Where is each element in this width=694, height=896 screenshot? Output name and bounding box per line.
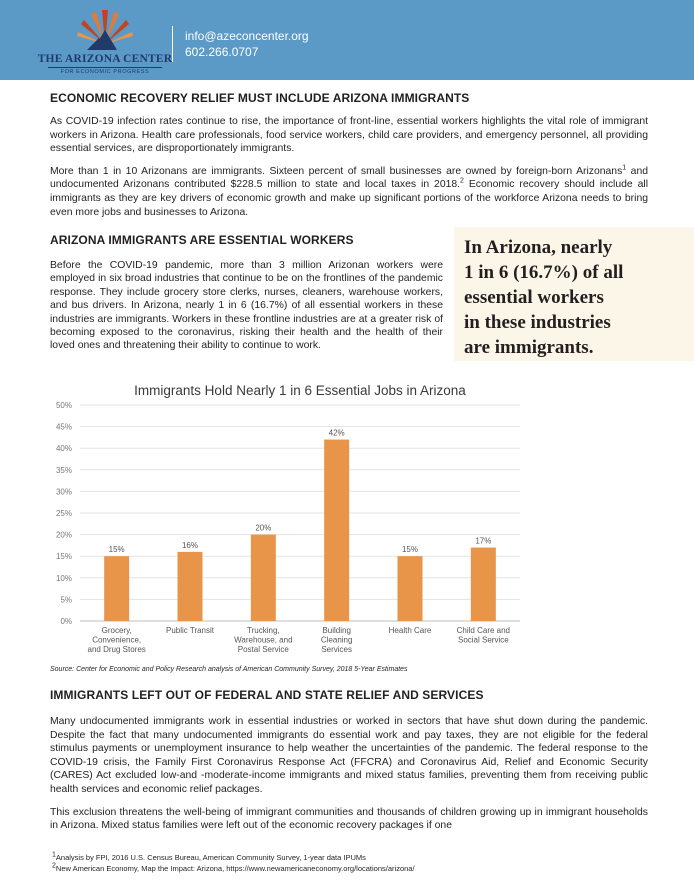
x-tick-label: Grocery, <box>101 626 132 635</box>
x-tick-label: Warehouse, and <box>234 635 293 645</box>
bar <box>324 440 349 621</box>
star-logo-icon <box>76 6 134 52</box>
x-tick-label: Child Care and <box>456 626 511 635</box>
data-label: 42% <box>328 428 345 438</box>
x-tick-label: Postal Service <box>237 645 289 654</box>
bar <box>471 548 496 621</box>
section-recovery-relief <box>50 91 648 219</box>
section-essential-workers <box>50 233 443 353</box>
logo-subtitle: FOR ECONOMIC PROGRESS <box>48 67 162 75</box>
y-tick-label: 40% <box>55 444 72 454</box>
x-tick-label: Trucking, <box>247 626 280 635</box>
x-tick-label: Convenience, <box>92 635 142 645</box>
header-banner <box>0 0 694 80</box>
y-tick-label: 25% <box>55 509 72 518</box>
chart-svg <box>50 378 520 668</box>
section-heading: IMMIGRANTS LEFT OUT OF FEDERAL AND STATE RELIEF AND SERVICES <box>50 688 484 702</box>
paragraph: Many undocumented immigrants work in essential industries or worked in sectors that have shut down during the pandemic. Despite the fact that many undocumented immigrants do essential work and pay taxes, they are not eligible for the federal stimulus payments or unemployment insurance to help weather the uncertainties of the pandemic. The federal response to the COVID-19 crisis, the Family First Coronavirus Response Act (FFCRA) and Coronavirus Aid, Relief and Economic Security (CARES) Act excluded low-and -moderate-income immigrants and mixed status families, preventing them from receiving public health services and economic relief packages. <box>50 716 648 795</box>
bar <box>104 556 129 621</box>
paragraph: As COVID-19 infection rates continue to rise, the importance of front-line, essential workers highlights the vital role of immigrant workers in Arizona. Health care professionals, food service workers, child care providers, and emergency personnel, all providing essential services, are disproportionately immigrants. <box>50 116 648 155</box>
x-tick-label: Health Care <box>388 626 432 635</box>
paragraph: Before the COVID-19 pandemic, more than 3 million Arizonan workers were employed in six broad industries that continue to be on the frontlines of the pandemic response. They include grocery store clerks, nurses, cleaners, warehouse workers, and bus drivers. In Arizona, nearly 1 in 6 (16.7%) of all essential workers in these industries are immigrants. Workers in these frontline industries are at a greater risk of becoming exposed to the coronavirus, risking their health and the health of their loved ones and threatening their ability to continue to work. <box>50 260 443 352</box>
x-tick-label: Services <box>321 645 353 654</box>
callout-line: essential workers <box>464 287 604 308</box>
callout-line: 1 in 6 (16.7%) of all <box>464 262 624 283</box>
paragraph: More than 1 in 10 Arizonans are immigrants. Sixteen percent of small businesses are owned by foreign-born Arizonans$^1$ and undocumented Arizonans contributed $228.5 million to state and local taxes in 2018.$^2$ Economic recovery should include all immigrants as they are key drivers of economic growth and make up significant portions of the workforce Arizona needs to bring even more jobs and businesses to Arizona. <box>50 164 649 218</box>
essential-jobs-bar-chart <box>50 378 520 668</box>
phone-number: 602.266.0707 <box>185 45 259 59</box>
x-tick-label: Public Transit <box>165 626 215 635</box>
callout-line: in these industries <box>464 312 611 333</box>
callout-box <box>454 227 694 361</box>
chart-title: Immigrants Hold Nearly 1 in 6 Essential Jobs in Arizona <box>134 383 466 398</box>
footnote-ref: 2 <box>460 177 464 185</box>
y-tick-label: 30% <box>55 487 72 497</box>
y-tick-label: 50% <box>55 401 72 410</box>
callout-line: In Arizona, nearly <box>464 237 613 258</box>
y-tick-label: 35% <box>55 465 72 475</box>
y-tick-label: 20% <box>55 530 72 540</box>
data-label: 17% <box>475 536 492 546</box>
arizona-center-logo <box>30 6 180 76</box>
footnote-2: $^2$New American Economy, Map the Impact: Arizona, https://www.newamericaneconomy.org/locations/arizona/ <box>52 862 415 873</box>
email-link[interactable]: info@azeconcenter.org <box>185 29 309 43</box>
header-divider <box>172 26 173 62</box>
data-label: 16% <box>181 540 199 550</box>
y-tick-label: 10% <box>55 573 72 583</box>
x-tick-label: Cleaning <box>320 635 353 645</box>
contact-block <box>185 28 309 60</box>
data-label: 15% <box>401 545 419 555</box>
data-label: 15% <box>108 545 125 555</box>
section-heading: ECONOMIC RECOVERY RELIEF MUST INCLUDE ARIZONA IMMIGRANTS <box>50 91 470 105</box>
callout-line: are immigrants. <box>464 337 594 358</box>
y-tick-label: 0% <box>60 617 72 626</box>
x-tick-label: and Drug Stores <box>87 645 146 654</box>
bar <box>251 535 276 621</box>
logo-title: THE ARIZONA CENTER <box>37 53 173 65</box>
y-tick-label: 5% <box>60 595 72 605</box>
data-label: 20% <box>255 523 272 533</box>
bar <box>398 556 423 621</box>
paragraph: This exclusion threatens the well-being of immigrant communities and thousands of children growing up in immigrant households in Arizona. Mixed status families were left out of the economic recovery packages if one <box>50 806 648 832</box>
y-tick-label: 15% <box>55 552 72 562</box>
footnote-ref: 1 <box>622 164 627 172</box>
y-tick-label: 45% <box>55 422 72 432</box>
x-tick-label: Social Service <box>457 635 509 645</box>
bar <box>178 552 203 621</box>
x-tick-label: Building <box>322 626 351 635</box>
footnote-1: $^1$Analysis by FPI, 2016 U.S. Census Bureau, American Community Survey, 1-year data IPUMs <box>52 851 366 862</box>
chart-source: Source: Center for Economic and Policy Research analysis of American Community Survey, 2018 5-Year Estimates <box>50 666 408 673</box>
section-relief-services <box>50 688 648 833</box>
section-heading: ARIZONA IMMIGRANTS ARE ESSENTIAL WORKERS <box>50 233 354 247</box>
